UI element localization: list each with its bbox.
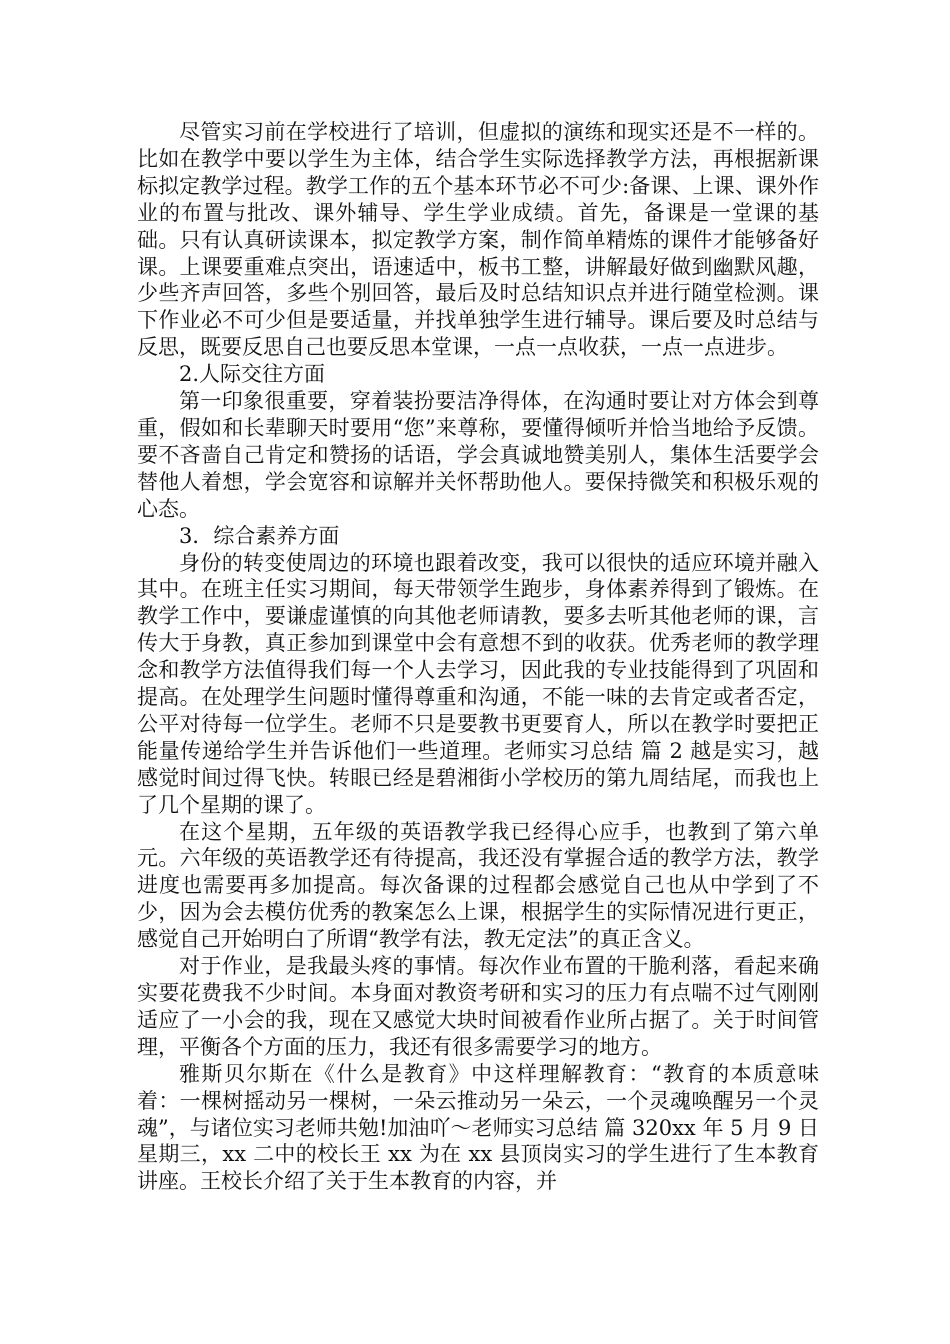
paragraph-english-teaching: 在这个星期，五年级的英语教学我已经得心应手，也教到了第六单元。六年级的英语教学还有待提高，我还没有掌握合适的教学方法，教学进度也需要再多加提高。每次备课的过程都会感觉自己也从中学到了不少，因为会去模仿优秀的教案怎么上课，根据学生的实际情况进行更正，感觉自己开始明白了所谓“教学有法，教无定法”的真正含义。 <box>137 819 819 952</box>
section-heading-overall-quality: 3．综合素养方面 <box>179 523 340 548</box>
section-heading-interpersonal: 2.人际交往方面 <box>179 362 326 387</box>
paragraph-interpersonal: 第一印象很重要，穿着装扮要洁净得体，在沟通时要让对方体会到尊重，假如和长辈聊天时要用“您”来尊称，要懂得倾听并恰当地给予反馈。要不吝啬自己肯定和赞扬的话语，学会真诚地赞美别人，集体生活要学会替他人着想，学会宽容和谅解并关怀帮助他人。要保持微笑和积极乐观的心态。 <box>137 389 819 521</box>
document-body <box>137 119 819 1195</box>
paragraph-jaspers-quote: 雅斯贝尔斯在《什么是教育》中这样理解教育：“教育的本质意味着：一棵树摇动另一棵树，一朵云推动另一朵云，一个灵魂唤醒另一个灵魂”，与诸位实习老师共勉!加油吖～老师实习总结 篇 320xx 年 5 月 9 日星期三，xx 二中的校长王 xx 为在 xx 县顶岗实习的学生进行了生本教育讲座。王校长介绍了关于生本教育的内容，并 <box>137 1061 819 1194</box>
paragraph-teaching-practice: 尽管实习前在学校进行了培训，但虚拟的演练和现实还是不一样的。比如在教学中要以学生为主体，结合学生实际选择教学方法，再根据新课标拟定教学过程。教学工作的五个基本环节必不可少:备课、上课、课外作业的布置与批改、课外辅导、学生学业成绩。首先，备课是一堂课的基础。只有认真研读课本，拟定教学方案，制作简单精炼的课件才能够备好课。上课要重难点突出，语速适中，板书工整，讲解最好做到幽默风趣，少些齐声回答，多些个别回答，最后及时总结知识点并进行随堂检测。课下作业必不可少但是要适量，并找单独学生进行辅导。课后要及时总结与反思，既要反思自己也要反思本堂课，一点一点收获，一点一点进步。 <box>137 120 819 360</box>
paragraph-homework: 对于作业，是我最头疼的事情。每次作业布置的干脆利落，看起来确实要花费我不少时间。本身面对教资考研和实习的压力有点喘不过气刚刚适应了一小会的我，现在又感觉大块时间被看作业所占据了。关于时间管理，平衡各个方面的压力，我还有很多需要学习的地方。 <box>137 954 819 1059</box>
paragraph-overall-quality: 身份的转变使周边的环境也跟着改变，我可以很快的适应环境并融入其中。在班主任实习期间，每天带领学生跑步，身体素养得到了锻炼。在教学工作中，要谦虚谨慎的向其他老师请教，要多去听其他老师的课，言传大于身教，真正参加到课堂中会有意想不到的收获。优秀老师的教学理念和教学方法值得我们每一个人去学习，因此我的专业技能得到了巩固和提高。在处理学生问题时懂得尊重和沟通，不能一味的去肯定或者否定，公平对待每一位学生。老师不只是要教书更要育人，所以在教学时要把正能量传递给学生并告诉他们一些道理。老师实习总结 篇 2 越是实习，越感觉时间过得飞快。转眼已经是碧湘街小学校历的第九周结尾，而我也上了几个星期的课了。 <box>137 550 819 817</box>
